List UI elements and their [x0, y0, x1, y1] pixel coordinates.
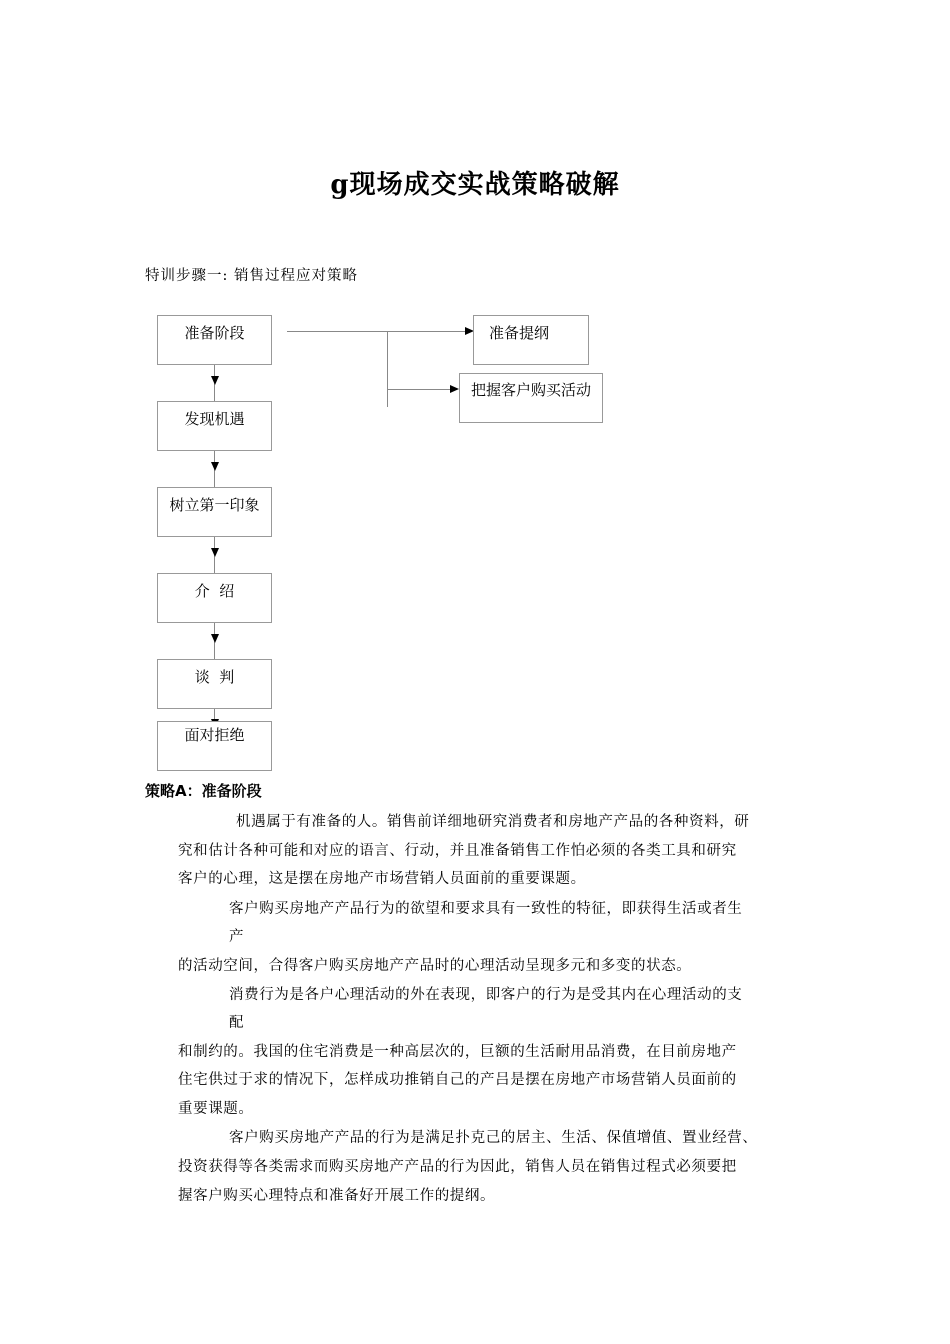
branch-outline: 准备提纲: [473, 315, 589, 365]
paragraph-line: 重要课题。: [178, 1101, 254, 1117]
section-heading: 策略A：准备阶段: [145, 782, 262, 800]
paragraph-line: 客户购买房地产产品的行为是满足扑克己的居主、生活、保值增值、置业经营、: [229, 1130, 758, 1146]
paragraph-line: 究和估计各种可能和对应的语言、行动，并且准备销售工作怕必须的各类工具和研究: [178, 843, 737, 859]
flow-step-introduce: 介 绍: [157, 573, 272, 623]
flow-arrow-1: [211, 376, 219, 385]
flow-step-discover: 发现机遇: [157, 401, 272, 451]
flow-arrow-4: [211, 634, 219, 643]
paragraph-line: 产: [229, 929, 245, 945]
flow-step-negotiate: 谈 判: [157, 659, 272, 709]
paragraph-line: 配: [229, 1015, 245, 1031]
paragraph-line: 的活动空间，合得客户购买房地产产品时的心理活动呈现多元和多变的状态。: [178, 958, 692, 974]
branch-line-vertical: [387, 331, 388, 407]
branch-line-horizontal: [287, 331, 467, 332]
paragraph-line: 客户的心理，这是摆在房地产市场营销人员面前的重要课题。: [178, 871, 586, 887]
paragraph-line: 客户购买房地产产品行为的欲望和要求具有一致性的特征，即获得生活或者生: [229, 901, 743, 917]
paragraph-line: 消费行为是各户心理活动的外在表现，即客户的行为是受其内在心理活动的支: [229, 987, 743, 1003]
paragraph-line: 握客户购买心理特点和准备好开展工作的提纲。: [178, 1188, 496, 1204]
paragraph-line: 住宅供过于求的情况下，怎样成功推销自己的产吕是摆在房地产市场营销人员面前的: [178, 1072, 737, 1088]
flow-step-prepare: 准备阶段: [157, 315, 272, 365]
flow-step-rejection: 面对拒绝: [157, 721, 272, 771]
branch-grasp-activity: 把握客户购买活动: [459, 373, 603, 423]
flow-arrow-2: [211, 462, 219, 471]
document-title: g现场成交实战策略破解: [330, 170, 620, 200]
flow-arrow-3: [211, 548, 219, 557]
branch-line-lower: [387, 389, 452, 390]
flow-step-impression: 树立第一印象: [157, 487, 272, 537]
paragraph-line: 机遇属于有准备的人。销售前详细地研究消费者和房地产产品的各种资料，研: [236, 814, 750, 830]
document-subtitle: 特训步骤一: 销售过程应对策略: [145, 268, 358, 284]
branch-arrow-2: [450, 385, 459, 393]
paragraph-line: 投资获得等各类需求而购买房地产产品的行为因此，销售人员在销售过程式必须要把: [178, 1159, 737, 1175]
paragraph-line: 和制约的。我国的住宅消费是一种高层次的，巨额的生活耐用品消费，在目前房地产: [178, 1044, 737, 1060]
